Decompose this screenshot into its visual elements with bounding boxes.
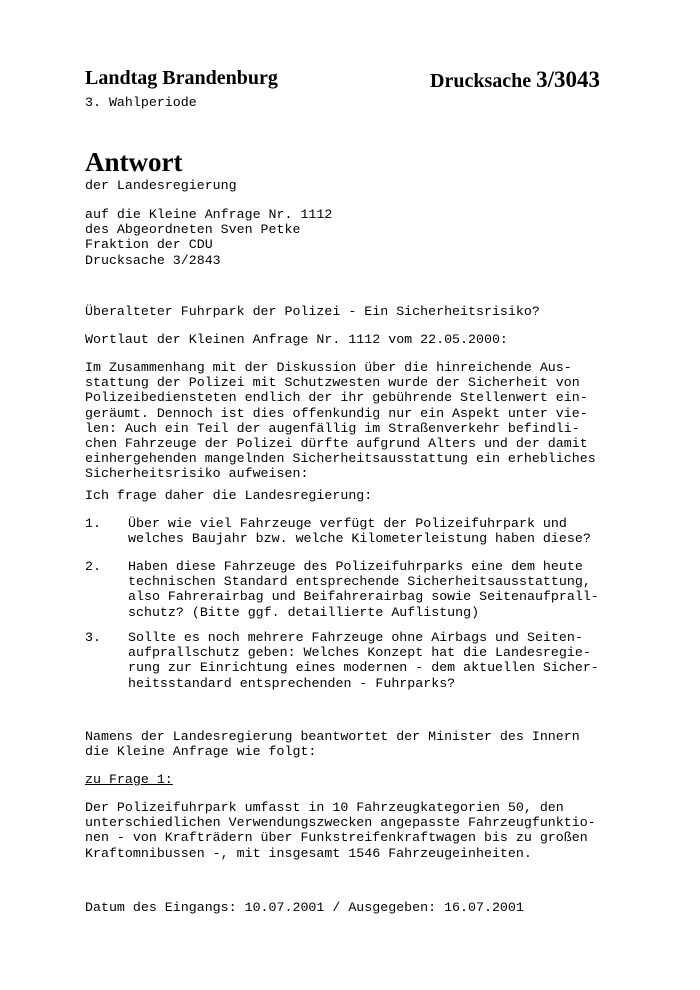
- legislative-period: 3. Wahlperiode: [85, 95, 197, 110]
- question-1: [128, 516, 615, 546]
- answer-paragraph: [85, 800, 615, 861]
- answer-intro: [85, 729, 615, 759]
- reference-line: Drucksache 3/2843: [85, 252, 221, 268]
- question-number: 3.: [85, 630, 101, 645]
- reference-block: [85, 207, 332, 268]
- parliament-name: Landtag Brandenburg: [85, 67, 278, 89]
- question-line: rung zur Einrichtung eines modernen - dem aktuellen Sicher-: [128, 660, 599, 676]
- question-line: schutz? (Bitte ggf. detaillierte Auflistung): [128, 604, 480, 620]
- paragraph-line: geräumt. Dennoch ist dies offenkundig nur ein Aspekt unter vie-: [85, 405, 588, 421]
- answer-intro-line: die Kleine Anfrage wie folgt:: [85, 744, 317, 760]
- paragraph-line: stattung der Polizei mit Schutzwesten wurde der Sicherheit von: [85, 375, 580, 391]
- paragraph-line: len: Auch ein Teil der augenfällig im Straßenverkehr befindli-: [85, 420, 580, 436]
- question-line: aufprallschutz geben: Welches Konzept hat die Landesregie-: [128, 645, 591, 661]
- answer-label: zu Frage 1:: [85, 772, 173, 787]
- answer-line: Kraftomnibussen -, mit insgesamt 1546 Fahrzeugeinheiten.: [85, 845, 532, 861]
- wording-intro: Wortlaut der Kleinen Anfrage Nr. 1112 vom 22.05.2000:: [85, 332, 508, 347]
- answer-line: Der Polizeifuhrpark umfasst in 10 Fahrzeugkategorien 50, den: [85, 800, 564, 815]
- intro-paragraph: [85, 360, 615, 482]
- question-3: [128, 630, 615, 691]
- paragraph-line: chen Fahrzeuge der Polizei dürfte aufgrund Alters und der damit: [85, 436, 588, 452]
- answer-line: unterschiedlichen Verwendungszwecken angepasste Fahrzeugfunktio-: [85, 815, 596, 831]
- document-number-value: 3/3043: [536, 67, 600, 92]
- question-line: Haben diese Fahrzeuge des Polizeifuhrparks eine dem heute: [128, 559, 583, 574]
- document-number: [430, 67, 600, 93]
- paragraph-line: einhergehenden mangelnden Sicherheitsausstattung ein erhebliches: [85, 451, 596, 467]
- answer-intro-line: Namens der Landesregierung beantwortet der Minister des Innern: [85, 729, 580, 744]
- question-line: technischen Standard entsprechende Sicherheitsausstattung,: [128, 574, 591, 590]
- question-2: [128, 559, 615, 620]
- subject-line: Überalteter Fuhrpark der Polizei - Ein Sicherheitsrisiko?: [85, 304, 540, 319]
- question-line: heitsstandard entsprechenden - Fuhrparks?: [128, 675, 456, 691]
- ask-line: Ich frage daher die Landesregierung:: [85, 488, 373, 503]
- reference-line: auf die Kleine Anfrage Nr. 1112: [85, 207, 333, 222]
- question-number: 2.: [85, 559, 101, 574]
- question-number: 1.: [85, 516, 101, 531]
- question-line: Sollte es noch mehrere Fahrzeuge ohne Airbags und Seiten-: [128, 630, 583, 645]
- reference-line: Fraktion der CDU: [85, 237, 213, 253]
- question-line: Über wie viel Fahrzeuge verfügt der Polizeifuhrpark und: [128, 516, 567, 531]
- question-line: also Fahrerairbag und Beifahrerairbag sowie Seitenaufprall-: [128, 589, 599, 605]
- reference-line: des Abgeordneten Sven Petke: [85, 222, 301, 238]
- paragraph-line: Im Zusammenhang mit der Diskussion über die hinreichende Aus-: [85, 360, 572, 375]
- receipt-issue-dates: Datum des Eingangs: 10.07.2001 / Ausgegeben: 16.07.2001: [85, 900, 524, 915]
- question-line: welches Baujahr bzw. welche Kilometerleistung haben diese?: [128, 531, 591, 547]
- page-subtitle: der Landesregierung: [85, 178, 237, 193]
- paragraph-line: Sicherheitsrisiko aufweisen:: [85, 466, 309, 482]
- page-title: Antwort: [85, 147, 183, 177]
- document-label: Drucksache: [430, 70, 532, 92]
- paragraph-line: Polizeibediensteten endlich der ihr gebührende Stellenwert ein-: [85, 390, 588, 406]
- answer-line: nen - von Krafträdern über Funkstreifenkraftwagen bis zu großen: [85, 830, 588, 846]
